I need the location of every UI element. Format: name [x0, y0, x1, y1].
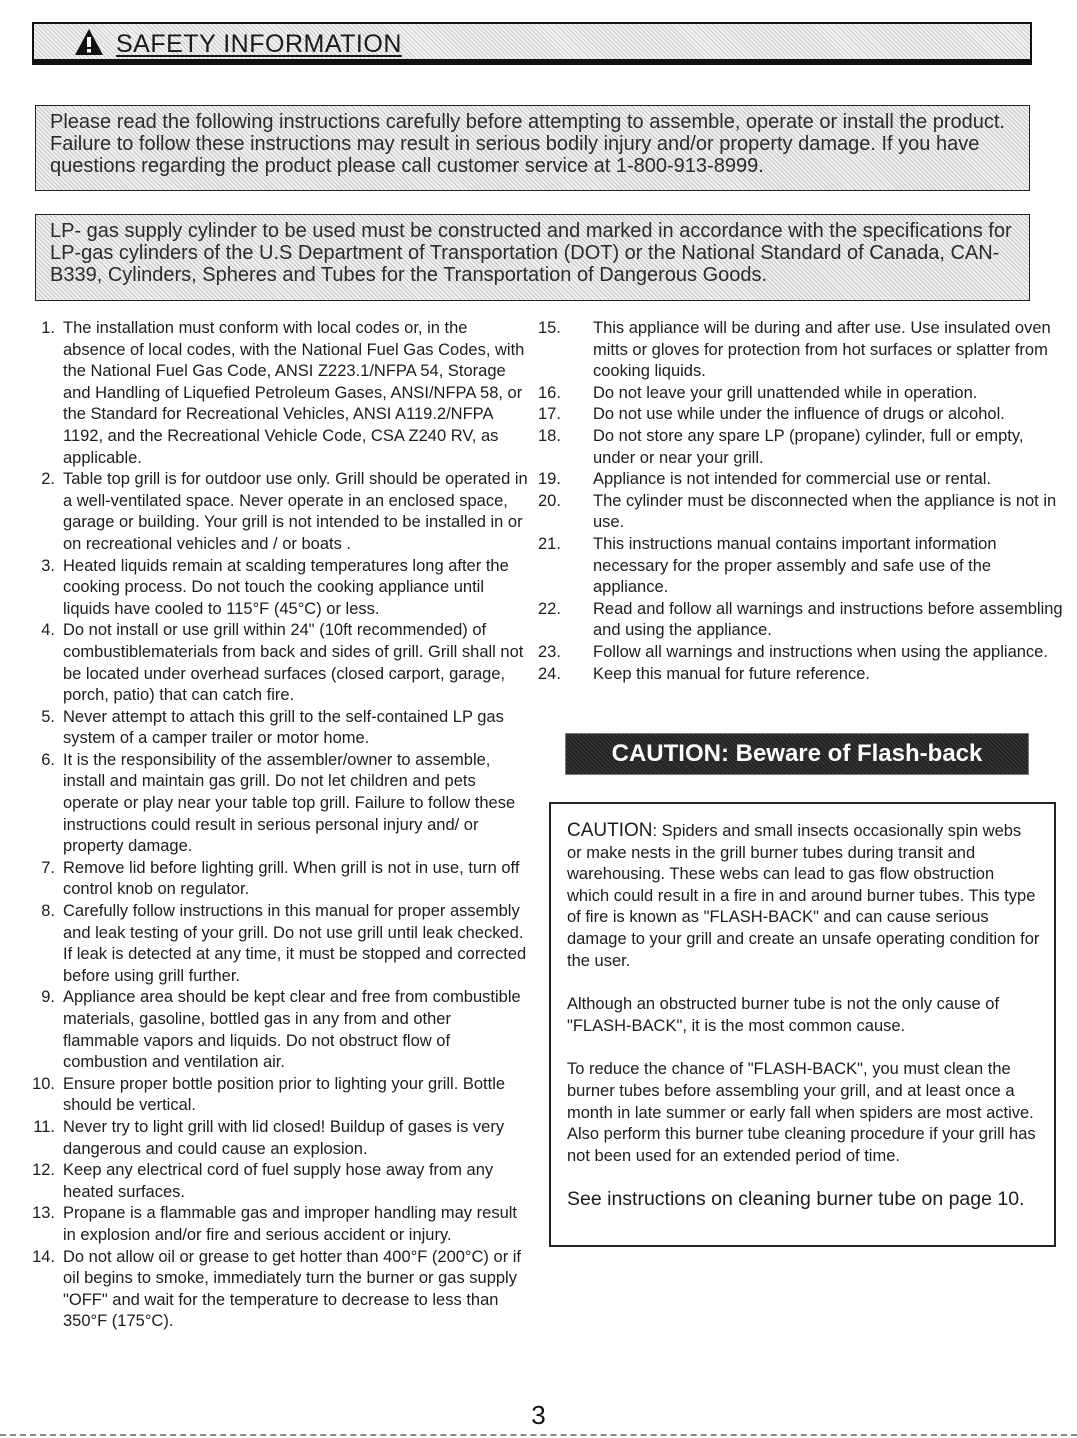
- list-item: [8, 1160, 528, 1203]
- caution-lead-word: CAUTION: [567, 820, 653, 841]
- list-item-number: 15.: [538, 319, 561, 337]
- caution-paragraph-1-text: : Spiders and small insects occasionally spin webs or make nests in the grill burner tubes during transit and warehousing. These webs can lead to gas flow obstruction which could result in a fire in and around burner tubes. This type of fire is known as "FLASH-BACK" and can cause serious damage to your grill and create an unsafe operating condition for the user.: [567, 822, 1040, 970]
- list-item-text: Appliance area should be kept clear and free from combustible materials, gasoline, bottled gas in any from and other flammable vapors and liquids. Do not obstruct flow of combustion and ventilation air.: [63, 988, 521, 1072]
- caution-paragraph-2: Although an obstructed burner tube is not the only cause of "FLASH-BACK", it is the most common cause.: [567, 995, 1000, 1035]
- list-item-text: Never attempt to attach this grill to the self-contained LP gas system of a camper trailer or motor home.: [63, 707, 504, 748]
- list-item: [538, 534, 1068, 599]
- caution-paragraph-3: To reduce the chance of "FLASH-BACK", you must clean the burner tubes before assembling your grill, and at least once a month in late summer or early fall when spiders are most active. Also perform this burner tube cleaning procedure if your grill has not been used for an extended period of time.: [567, 1060, 1036, 1165]
- list-item-number: 17.: [538, 405, 561, 424]
- list-item-number: 14.: [32, 1247, 55, 1266]
- list-item-number: 7.: [41, 858, 55, 877]
- list-item: [8, 1203, 528, 1246]
- caution-banner: CAUTION: Beware of Flash-back: [565, 733, 1029, 775]
- list-item-text: Remove lid before lighting grill. When grill is not in use, turn off control knob on regulator.: [63, 858, 520, 899]
- list-item-number: 13.: [32, 1204, 55, 1223]
- list-item-text: Keep any electrical cord of fuel supply hose away from any heated surfaces.: [63, 1161, 494, 1201]
- list-item: [8, 1247, 528, 1333]
- list-item: [8, 858, 528, 901]
- list-item: [538, 599, 1068, 642]
- notice-box-cylinder: [35, 214, 1030, 301]
- warning-triangle-icon: [74, 28, 104, 56]
- list-item-text: Do not use while under the influence of drugs or alcohol.: [593, 405, 1005, 424]
- list-item-number: 6.: [41, 750, 55, 769]
- list-item: [538, 642, 1068, 664]
- list-item-text: Keep this manual for future reference.: [593, 664, 870, 683]
- list-item-number: 22.: [538, 599, 561, 618]
- list-item: [8, 620, 528, 706]
- list-item-number: 20.: [538, 491, 561, 510]
- list-item: [538, 318, 1068, 383]
- list-item-number: 19.: [538, 470, 561, 489]
- list-item-number: 8.: [41, 902, 55, 921]
- list-item: [538, 404, 1068, 426]
- list-item: [8, 1074, 528, 1117]
- list-item-number: 16.: [538, 383, 561, 402]
- list-item-number: 9.: [41, 988, 55, 1007]
- list-item-text: Appliance is not intended for commercial use or rental.: [593, 470, 992, 489]
- page-number: 3: [531, 1400, 546, 1430]
- list-item-text: The installation must conform with local codes or, in the absence of local codes, with the National Fuel Gas Codes, with the National Fuel Gas Code, ANSI Z223.1/NFPA 54, Storage and Handling of Liquefied Petroleum Gases, ANSI/NFPA 58, or the Standard for Recreational Vehicles, ANSI A119.2/NFPA 1192, and the Recreational Vehicle Code, CSA Z240 RV, as applicable.: [63, 319, 525, 467]
- list-item-number: 23.: [538, 642, 561, 661]
- caution-paragraph-1: [567, 820, 1040, 972]
- list-item: [8, 318, 528, 469]
- list-item-number: 2.: [41, 470, 55, 489]
- list-item-number: 21.: [538, 534, 561, 553]
- list-item-number: 12.: [32, 1161, 55, 1180]
- list-item: [538, 469, 1068, 491]
- list-item: [8, 987, 528, 1073]
- list-item-number: 24.: [538, 664, 561, 683]
- notice-text: LP- gas supply cylinder to be used must be constructed and marked in accordance with the specifications for LP-gas cylinders of the U.S Department of Transportation (DOT) or the National Standard of Canada, CAN-B339, Cylinders, Spheres and Tubes for the Transportation of Dangerous Goods.: [50, 220, 1012, 286]
- list-item: [8, 556, 528, 621]
- list-item-text: Do not install or use grill within 24" (10ft recommended) of combustiblematerials from back and sides of grill. Grill shall not be located under overhead surfaces (closed carport, garage, porch, patio) that can catch fire.: [63, 621, 524, 705]
- list-item: [8, 1117, 528, 1160]
- list-item-text: Do not store any spare LP (propane) cylinder, full or empty, under or near your grill.: [593, 426, 1024, 467]
- list-item-text: The cylinder must be disconnected when the appliance is not in use.: [593, 491, 1057, 532]
- list-item-text: Read and follow all warnings and instructions before assembling and using the appliance.: [593, 599, 1063, 640]
- list-item-text: Heated liquids remain at scalding temperatures long after the cooking process. Do not touch the cooking appliance until liquids have cooled to 115°F (45°C) or less.: [63, 556, 509, 618]
- list-item-number: 18.: [538, 426, 561, 445]
- list-item: [538, 383, 1068, 405]
- list-item-text: Propane is a flammable gas and improper handling may result in explosion and/or fire and serious accident or injury.: [63, 1204, 517, 1244]
- section-header: [32, 22, 1032, 62]
- list-item: [8, 707, 528, 750]
- notice-text: Please read the following instructions carefully before attempting to assemble, operate or install the product. Failure to follow these instructions may result in serious bodily injury and/or property damage. If you have questions regarding the product please call customer service at 1-800-913-8999.: [50, 111, 1005, 177]
- list-item-number: 10.: [32, 1074, 55, 1093]
- list-item-text: Ensure proper bottle position prior to lighting your grill. Bottle should be vertical.: [63, 1074, 506, 1115]
- safety-list-right: [538, 318, 1068, 685]
- bottom-rule: [0, 1434, 1077, 1438]
- list-item-number: 5.: [41, 707, 55, 726]
- list-item: [538, 426, 1068, 469]
- list-item-number: 1.: [41, 319, 55, 337]
- list-item-text: Do not allow oil or grease to get hotter than 400°F (200°C) or if oil begins to smoke, immediately turn the burner or gas supply "OFF" and wait for the temperature to decrease to less than 350°F (175°C).: [63, 1247, 522, 1331]
- list-item: [8, 901, 528, 987]
- list-item-text: Do not leave your grill unattended while in operation.: [593, 383, 978, 402]
- list-item-number: 11.: [33, 1117, 55, 1136]
- list-item-text: Carefully follow instructions in this manual for proper assembly and leak testing of your grill. Do not use grill until leak checked. If leak is detected at any time, it must be stopped and corrected before using grill further.: [63, 902, 527, 985]
- section-title: SAFETY INFORMATION: [116, 30, 402, 58]
- caution-box: [549, 802, 1056, 1247]
- list-item-text: It is the responsibility of the assembler/owner to assemble, install and maintain gas grill. Do not let children and pets operate or play near your table top grill. Failure to follow these instructions could result in serious personal injury and/ or property damage.: [63, 750, 516, 856]
- header-rule: [32, 62, 1032, 65]
- list-item: [8, 469, 528, 555]
- list-item: [8, 750, 528, 858]
- list-item-text: Never try to light grill with lid closed! Buildup of gases is very dangerous and could cause an explosion.: [63, 1117, 505, 1158]
- list-item-text: This appliance will be during and after use. Use insulated oven mitts or gloves for protection from hot surfaces or splatter from cooking liquids.: [593, 319, 1051, 381]
- list-item: [538, 491, 1068, 534]
- list-item-number: 3.: [41, 556, 55, 575]
- list-item-text: This instructions manual contains important information necessary for the proper assembly and safe use of the appliance.: [593, 534, 997, 597]
- list-item-text: Follow all warnings and instructions when using the appliance.: [593, 642, 1048, 661]
- list-item: [538, 664, 1068, 686]
- caution-see-instructions: See instructions on cleaning burner tube on page 10.: [567, 1188, 1025, 1211]
- notice-box-instructions: [35, 105, 1030, 191]
- list-item-number: 4.: [41, 621, 55, 640]
- list-item-text: Table top grill is for outdoor use only. Grill should be operated in a well-ventilated space. Never operate in an enclosed space, garage or building. Your grill is not intended to be installed in or on recreational vehicles and / or boats .: [63, 470, 528, 553]
- safety-list-left: [8, 318, 528, 1333]
